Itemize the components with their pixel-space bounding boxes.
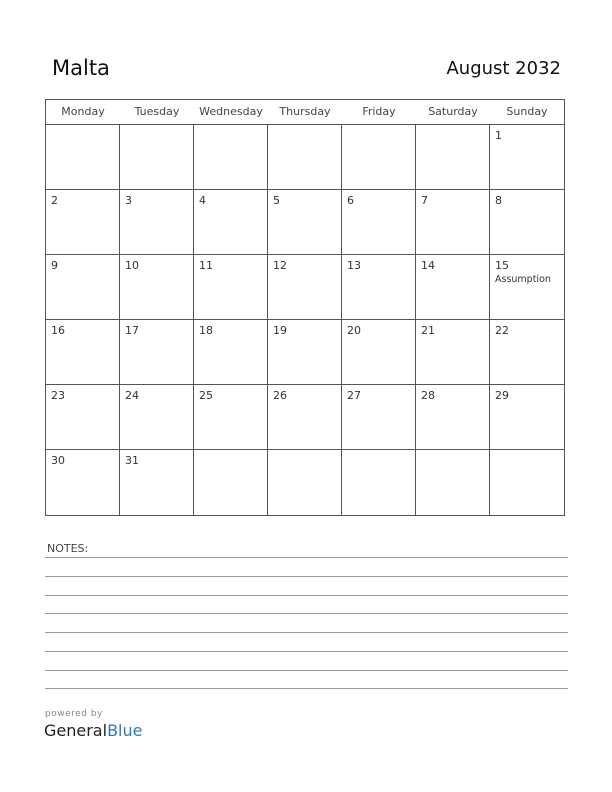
- weekday-saturday: Saturday: [428, 105, 478, 118]
- day-cell: [490, 385, 564, 450]
- day-cell: [46, 255, 120, 320]
- month-title: August 2032: [446, 58, 561, 79]
- day-cell: [46, 385, 120, 450]
- day-number: 26: [273, 389, 287, 402]
- day-cell: [490, 255, 564, 320]
- day-cell: [268, 385, 342, 450]
- day-number: 2: [51, 194, 58, 207]
- day-number: 5: [273, 194, 280, 207]
- day-number: 3: [125, 194, 132, 207]
- day-cell: [416, 190, 490, 255]
- day-cell: [268, 320, 342, 385]
- weekday-friday: Friday: [362, 105, 396, 118]
- day-number: 18: [199, 324, 213, 337]
- day-cell: [342, 190, 416, 255]
- day-cell: [194, 385, 268, 450]
- day-number: 21: [421, 324, 435, 337]
- weekday-monday: Monday: [61, 105, 105, 118]
- day-number: 4: [199, 194, 206, 207]
- day-cell: [120, 385, 194, 450]
- day-cell: [120, 450, 194, 515]
- weekday-thursday: Thursday: [279, 105, 331, 118]
- brand-general: General: [44, 721, 108, 740]
- day-cell: [194, 255, 268, 320]
- notes-line: [45, 576, 568, 577]
- day-cell: [268, 125, 342, 190]
- day-number: 25: [199, 389, 213, 402]
- day-cell: [120, 190, 194, 255]
- day-cell: [342, 450, 416, 515]
- day-number: 31: [125, 454, 139, 467]
- notes-line: [45, 595, 568, 596]
- day-number: 10: [125, 259, 139, 272]
- weekday-tuesday: Tuesday: [134, 105, 180, 118]
- day-cell: [416, 125, 490, 190]
- powered-by-text: powered by: [45, 709, 103, 719]
- day-cell: [490, 450, 564, 515]
- day-cell: [342, 385, 416, 450]
- weekday-header-row: [46, 100, 564, 125]
- day-number: 7: [421, 194, 428, 207]
- day-cell: [194, 450, 268, 515]
- day-cell: [490, 125, 564, 190]
- day-cell: [120, 125, 194, 190]
- day-cell: [490, 320, 564, 385]
- day-number: 29: [495, 389, 509, 402]
- weekday-sunday: Sunday: [506, 105, 548, 118]
- day-number: 28: [421, 389, 435, 402]
- day-number: 27: [347, 389, 361, 402]
- calendar-weeks: [46, 125, 564, 515]
- day-cell: [342, 255, 416, 320]
- day-cell: [490, 190, 564, 255]
- notes-line: [45, 613, 568, 614]
- day-cell: [268, 190, 342, 255]
- day-cell: [342, 125, 416, 190]
- day-cell: [268, 255, 342, 320]
- day-cell: [46, 190, 120, 255]
- calendar-grid: [45, 99, 565, 516]
- day-number: 6: [347, 194, 354, 207]
- country-title: Malta: [52, 56, 110, 80]
- day-cell: [342, 320, 416, 385]
- notes-line: [45, 557, 568, 558]
- day-number: 19: [273, 324, 287, 337]
- day-number: 11: [199, 259, 213, 272]
- notes-line: [45, 651, 568, 652]
- day-number: 20: [347, 324, 361, 337]
- brand-blue: Blue: [107, 721, 143, 740]
- day-number: 8: [495, 194, 502, 207]
- day-number: 23: [51, 389, 65, 402]
- day-cell: [46, 320, 120, 385]
- notes-line: [45, 670, 568, 671]
- day-number: 22: [495, 324, 509, 337]
- day-cell: [194, 190, 268, 255]
- day-cell: [416, 385, 490, 450]
- day-cell: [416, 320, 490, 385]
- day-cell: [46, 450, 120, 515]
- day-number: 9: [51, 259, 58, 272]
- day-cell: [194, 320, 268, 385]
- day-cell: [268, 450, 342, 515]
- day-number: 30: [51, 454, 65, 467]
- day-number: 12: [273, 259, 287, 272]
- day-number: 16: [51, 324, 65, 337]
- day-number: 14: [421, 259, 435, 272]
- notes-line: [45, 632, 568, 633]
- day-number: 24: [125, 389, 139, 402]
- holiday-label: Assumption: [495, 274, 551, 285]
- day-cell: [416, 255, 490, 320]
- notes-line: [45, 688, 568, 689]
- weekday-wednesday: Wednesday: [199, 105, 263, 118]
- notes-label: NOTES:: [47, 542, 89, 555]
- day-number: 13: [347, 259, 361, 272]
- day-cell: [120, 255, 194, 320]
- generalblue-logo: [44, 721, 142, 740]
- day-cell: [416, 450, 490, 515]
- day-number: 17: [125, 324, 139, 337]
- day-cell: [46, 125, 120, 190]
- day-cell: [120, 320, 194, 385]
- day-number: 15: [495, 259, 509, 272]
- day-number: 1: [495, 129, 502, 142]
- day-cell: [194, 125, 268, 190]
